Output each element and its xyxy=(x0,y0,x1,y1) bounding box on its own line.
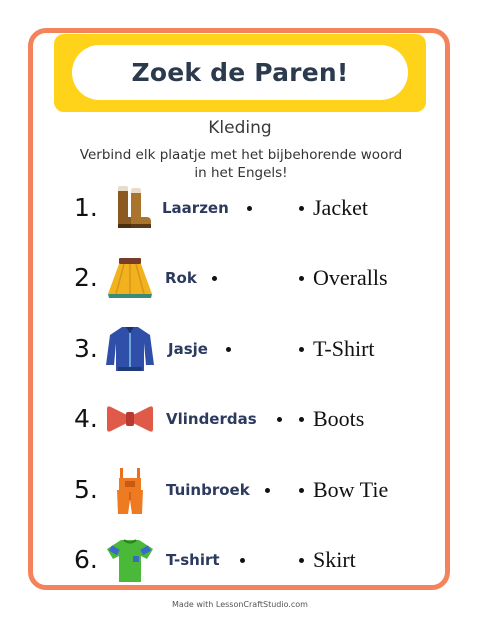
match-dot-right[interactable] xyxy=(299,417,304,422)
match-dot-right[interactable] xyxy=(299,488,304,493)
item-number: 6. xyxy=(74,545,98,574)
match-dot-left[interactable] xyxy=(240,558,245,563)
match-dot-left[interactable] xyxy=(247,206,252,211)
overalls-icon xyxy=(104,464,156,516)
match-dot-right[interactable] xyxy=(299,558,304,563)
tshirt-icon xyxy=(104,534,156,586)
match-dot-right[interactable] xyxy=(299,276,304,281)
match-dot-right[interactable] xyxy=(299,347,304,352)
title-pill xyxy=(72,45,408,100)
english-word: Skirt xyxy=(313,547,356,572)
match-row-1 xyxy=(0,178,480,238)
match-row-2 xyxy=(0,248,480,308)
match-dot-left[interactable] xyxy=(226,347,231,352)
bow-tie-icon xyxy=(104,393,156,445)
worksheet-subtitle: Kleding xyxy=(208,118,272,138)
boots-icon xyxy=(104,182,156,234)
item-number: 4. xyxy=(74,404,98,433)
match-row-6 xyxy=(0,530,480,590)
dutch-word: Jasje xyxy=(168,340,208,358)
english-word: Boots xyxy=(313,406,365,431)
dutch-word: Laarzen xyxy=(162,199,229,217)
item-number: 1. xyxy=(74,193,98,222)
item-number: 2. xyxy=(74,263,98,292)
match-dot-left[interactable] xyxy=(265,488,270,493)
footer-credit: Made with LessonCraftStudio.com xyxy=(172,600,308,609)
dutch-word: Tuinbroek xyxy=(166,481,250,499)
dutch-word: Vlinderdas xyxy=(166,410,257,428)
dutch-word: Rok xyxy=(165,269,197,287)
match-dot-left[interactable] xyxy=(212,276,217,281)
dutch-word: T-shirt xyxy=(166,551,220,569)
english-word: Bow Tie xyxy=(313,477,389,502)
worksheet-title: Zoek de Paren! xyxy=(131,58,349,87)
item-number: 5. xyxy=(74,475,98,504)
worksheet-instructions: Verbind elk plaatje met het bijbehorende woord in het Engels! xyxy=(79,147,403,181)
english-word: T-Shirt xyxy=(313,336,375,361)
match-dot-left[interactable] xyxy=(277,417,282,422)
skirt-icon xyxy=(104,252,156,304)
match-row-3 xyxy=(0,319,480,379)
match-row-4 xyxy=(0,389,480,449)
english-word: Overalls xyxy=(313,265,388,290)
match-row-5 xyxy=(0,460,480,520)
english-word: Jacket xyxy=(313,195,368,220)
item-number: 3. xyxy=(74,334,98,363)
jacket-icon xyxy=(104,323,156,375)
match-dot-right[interactable] xyxy=(299,206,304,211)
